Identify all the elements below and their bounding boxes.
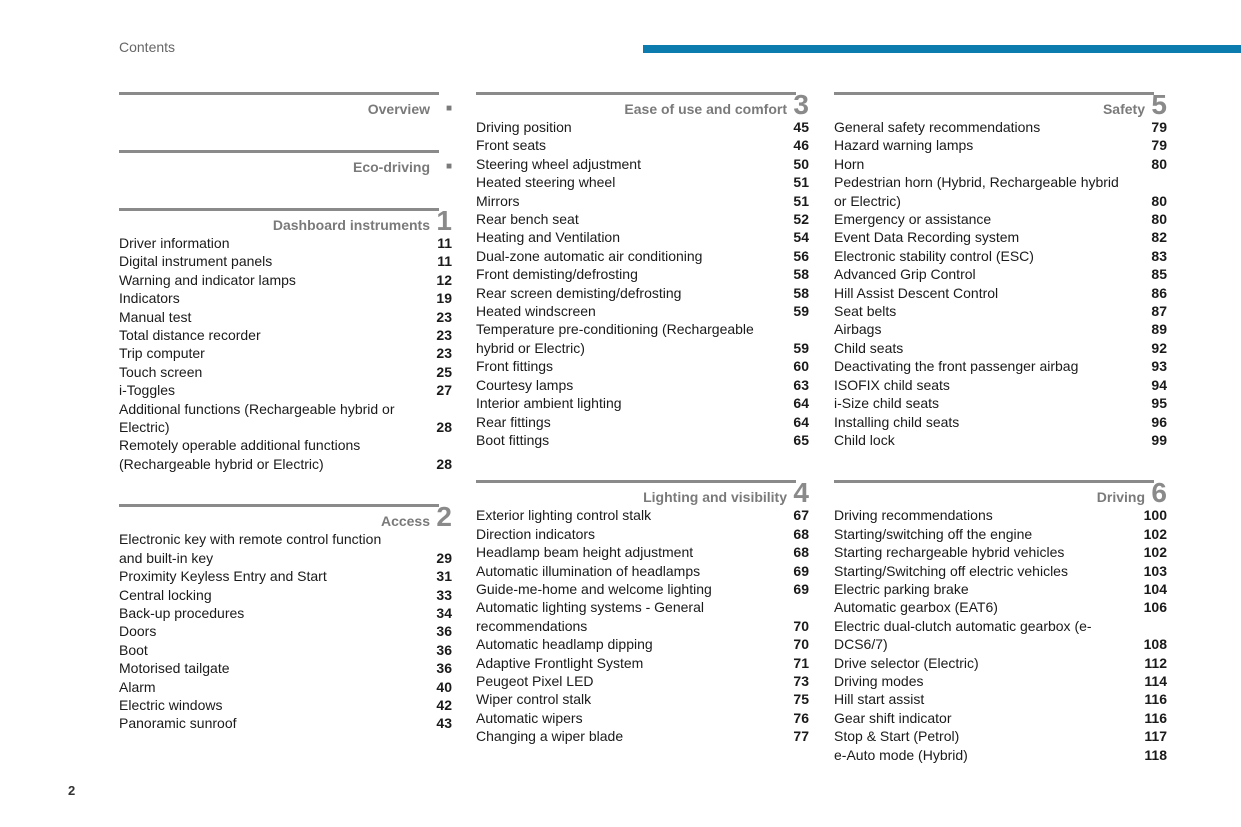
toc-entry[interactable] (476, 210, 809, 228)
toc-entry[interactable] (834, 746, 1167, 764)
toc-entry-label: Wiper control stalk (476, 691, 592, 708)
toc-entry[interactable] (119, 586, 452, 604)
toc-entry[interactable] (476, 431, 809, 449)
toc-entry-page: 112 (1144, 654, 1167, 671)
toc-entry-page: 102 (1143, 544, 1167, 561)
toc-entry-page: 80 (1151, 155, 1167, 172)
toc-entry-page: 23 (436, 327, 452, 344)
toc-entry[interactable] (119, 400, 452, 437)
toc-entry[interactable] (476, 672, 809, 690)
toc-entry-label: Guide-me-home and welcome lighting (476, 580, 712, 597)
toc-entry[interactable] (119, 641, 452, 659)
toc-entry-label: Airbags (834, 321, 882, 338)
toc-entry[interactable] (834, 690, 1167, 708)
section-rule (119, 504, 439, 507)
toc-entry-label: Automatic headlamp dipping (476, 636, 653, 653)
toc-entry-label: Electronic stability control (ESC) (834, 247, 1034, 264)
toc-entry-label: Automatic lighting systems - General recommendations (476, 599, 704, 634)
toc-entry[interactable] (119, 678, 452, 696)
toc-entry[interactable] (476, 155, 809, 173)
section-safety (834, 89, 1167, 449)
toc-entry-label: Advanced Grip Control (834, 266, 976, 283)
toc-entry[interactable] (119, 604, 452, 622)
section-title[interactable]: Dashboard instruments (272, 217, 430, 233)
toc-entry[interactable] (119, 289, 452, 307)
toc-entry[interactable] (476, 320, 809, 357)
section-title[interactable]: Ease of use and comfort (624, 101, 787, 117)
toc-entry[interactable] (834, 284, 1167, 302)
toc-entry-label: Electric parking brake (834, 580, 969, 597)
toc-entry-label: Child lock (834, 431, 895, 448)
toc-entry-label: Starting rechargeable hybrid vehicles (834, 544, 1065, 561)
toc-entry-page: 46 (793, 137, 809, 154)
toc-entry-label: Emergency or assistance (834, 211, 992, 228)
section-header (119, 501, 452, 533)
toc-entry-page: 52 (793, 211, 809, 228)
toc-entry-page: 93 (1151, 358, 1167, 375)
toc-entry-page: 12 (436, 271, 452, 288)
toc-entry-page: 87 (1151, 303, 1167, 320)
toc-entry[interactable] (834, 727, 1167, 745)
section-title[interactable]: Overview (367, 101, 430, 117)
toc-entry-label: Automatic wipers (476, 709, 583, 726)
toc-entry-label: Proximity Keyless Entry and Start (119, 568, 327, 585)
toc-entry[interactable] (119, 326, 452, 344)
toc-entry[interactable] (834, 339, 1167, 357)
toc-entry[interactable] (476, 173, 809, 191)
toc-entry-label: Alarm (119, 678, 156, 695)
square-bullet-icon: ■ (445, 161, 452, 172)
toc-entry[interactable] (476, 228, 809, 246)
toc-entry[interactable] (476, 302, 809, 320)
toc-entry-page: 33 (436, 586, 452, 603)
toc-entry-label: Heated windscreen (476, 303, 596, 320)
toc-entry[interactable] (834, 654, 1167, 672)
toc-entry-label: Starting/switching off the engine (834, 525, 1033, 542)
section-header (476, 477, 809, 509)
toc-entry-label: Installing child seats (834, 413, 960, 430)
toc-entry-label: Indicators (119, 290, 180, 307)
toc-entry-label: Trip computer (119, 345, 205, 362)
toc-entry-label: Courtesy lamps (476, 376, 574, 393)
toc-entry-label: Steering wheel adjustment (476, 155, 641, 172)
toc-entry-label: Pedestrian horn (Hybrid, Rechargeable hybrid or Electric) (834, 174, 1119, 209)
toc-entry[interactable] (119, 381, 452, 399)
toc-entry-page: 51 (793, 174, 809, 191)
toc-entry-page: 31 (436, 568, 452, 585)
toc-entry-page: 11 (437, 235, 452, 251)
toc-entry-label: Peugeot Pixel LED (476, 672, 594, 689)
toc-entry[interactable] (834, 709, 1167, 727)
toc-entry[interactable] (834, 617, 1167, 654)
section-rule (834, 92, 1154, 95)
toc-entry-page: 79 (1151, 119, 1167, 135)
toc-entry-label: Boot (119, 641, 148, 658)
toc-entry[interactable] (476, 727, 809, 745)
toc-entry[interactable] (119, 363, 452, 381)
toc-entry-label: Exterior lighting control stalk (476, 507, 652, 524)
toc-entry[interactable] (119, 714, 452, 732)
toc-entry[interactable] (834, 210, 1167, 228)
toc-entry-label: Heated steering wheel (476, 174, 616, 191)
section-rule (119, 92, 439, 95)
toc-entry[interactable] (476, 284, 809, 302)
toc-column-1 (119, 92, 452, 733)
toc-entry-page: 56 (793, 247, 809, 264)
section-number: 6 (1151, 477, 1167, 509)
toc-entry-page: 36 (436, 641, 452, 658)
toc-entry-page: 116 (1144, 691, 1167, 708)
toc-entry[interactable] (834, 562, 1167, 580)
toc-entry-label: Direction indicators (476, 525, 596, 542)
section-header (834, 89, 1167, 120)
toc-entry-label: Panoramic sunroof (119, 715, 237, 732)
toc-entry[interactable] (476, 136, 809, 154)
section-dashboard-instruments (119, 205, 452, 473)
toc-entry-page: 23 (436, 345, 452, 362)
toc-entry-label: Heating and Ventilation (476, 229, 620, 246)
toc-entry[interactable] (834, 247, 1167, 265)
toc-column-2 (476, 89, 809, 746)
toc-entry[interactable] (476, 635, 809, 653)
toc-entry-label: Hill Assist Descent Control (834, 284, 999, 301)
section-number: 2 (436, 501, 452, 533)
toc-entry[interactable] (476, 543, 809, 561)
toc-entry-page: 71 (793, 654, 809, 671)
toc-entry-page: 92 (1151, 339, 1167, 356)
toc-entry-page: 104 (1143, 580, 1167, 597)
toc-entry[interactable] (834, 173, 1167, 210)
toc-entry-label: Changing a wiper blade (476, 728, 624, 745)
section-overview[interactable] (119, 92, 452, 118)
section-ease-of-use-and-comfort (476, 89, 809, 449)
toc-entry[interactable] (119, 622, 452, 640)
section-number: 4 (793, 477, 809, 509)
toc-entry-page: 59 (793, 339, 809, 356)
toc-entry-label: Seat belts (834, 303, 897, 320)
toc-entry-label: Automatic gearbox (EAT6) (834, 599, 998, 616)
toc-entry[interactable] (834, 580, 1167, 598)
toc-entry-label: Boot fittings (476, 431, 550, 448)
toc-entry-label: Front demisting/defrosting (476, 266, 638, 283)
toc-entry[interactable] (119, 271, 452, 289)
toc-entry-page: 64 (793, 413, 809, 430)
toc-entry-label: Mirrors (476, 192, 520, 209)
toc-entry-label: Doors (119, 623, 157, 640)
toc-entry[interactable] (834, 118, 1167, 136)
toc-entry-label: Electric dual-clutch automatic gearbox (e-DCS6/7) (834, 617, 1092, 653)
toc-entry-label: Driving recommendations (834, 507, 993, 524)
toc-entry-page: 19 (436, 290, 452, 307)
toc-entry[interactable] (476, 357, 809, 375)
toc-entry-page: 85 (1151, 266, 1167, 283)
toc-entry-page: 43 (436, 715, 452, 732)
toc-entry-page: 23 (436, 308, 452, 325)
toc-entry-label: Starting/Switching off electric vehicles (834, 562, 1068, 579)
toc-entry[interactable] (119, 436, 452, 473)
toc-entry-page: 70 (793, 617, 809, 634)
toc-entry[interactable] (119, 567, 452, 585)
toc-entry[interactable] (834, 543, 1167, 561)
toc-entry-label: ISOFIX child seats (834, 376, 950, 393)
toc-entry-label: Dual-zone automatic air conditioning (476, 247, 703, 264)
toc-entry[interactable] (476, 247, 809, 265)
toc-entry[interactable] (119, 308, 452, 326)
toc-entry-page: 100 (1143, 507, 1167, 524)
section-title[interactable]: Access (380, 513, 430, 530)
toc-entry-label: Front fittings (476, 358, 554, 375)
toc-entry-page: 102 (1143, 525, 1167, 542)
toc-entry-label: Rear bench seat (476, 211, 579, 228)
toc-entry[interactable] (476, 598, 809, 635)
toc-entry[interactable] (119, 696, 452, 714)
toc-entry-page: 117 (1144, 728, 1167, 745)
toc-entry-page: 80 (1151, 211, 1167, 228)
section-number: 1 (436, 205, 452, 236)
toc-entry-label: Adaptive Frontlight System (476, 654, 644, 671)
toc-entry-page: 45 (793, 119, 809, 135)
toc-entry-page: 28 (436, 419, 452, 436)
toc-entry-page: 76 (793, 709, 809, 726)
toc-entry-label: i-Size child seats (834, 395, 940, 412)
toc-entry[interactable] (119, 344, 452, 362)
toc-entry-page: 60 (793, 358, 809, 375)
section-number: 5 (1151, 89, 1167, 120)
toc-entry[interactable] (476, 376, 809, 394)
toc-entry[interactable] (834, 598, 1167, 616)
toc-entry[interactable] (834, 320, 1167, 338)
toc-entry-page: 80 (1151, 192, 1167, 209)
toc-entry[interactable] (834, 357, 1167, 375)
toc-entry-page: 86 (1151, 284, 1167, 301)
toc-entry-label: Touch screen (119, 363, 203, 380)
section-rule (119, 150, 439, 153)
toc-entry-page: 65 (793, 431, 809, 448)
toc-entry[interactable] (476, 265, 809, 283)
toc-entry[interactable] (834, 394, 1167, 412)
toc-entry-page: 70 (793, 636, 809, 653)
toc-entry-label: Deactivating the front passenger airbag (834, 358, 1079, 375)
toc-entry-label: Automatic illumination of headlamps (476, 562, 701, 579)
toc-entry[interactable] (476, 192, 809, 210)
toc-entry-page: 95 (1151, 395, 1167, 412)
toc-entry-page: 68 (793, 525, 809, 542)
toc-entry[interactable] (834, 302, 1167, 320)
toc-entry-label: Horn (834, 155, 865, 172)
toc-entry-label: Driving position (476, 119, 572, 135)
toc-entry-page: 36 (436, 660, 452, 677)
section-rule (476, 92, 796, 95)
toc-entry-page: 27 (436, 382, 452, 399)
toc-entry-page: 51 (793, 192, 809, 209)
toc-entry-label: Total distance recorder (119, 327, 261, 344)
section-title[interactable]: Safety (1102, 101, 1145, 117)
toc-entry-label: Motorised tailgate (119, 660, 230, 677)
section-access (119, 501, 452, 732)
section-title[interactable]: Lighting and visibility (643, 489, 787, 506)
toc-entry-page: 25 (436, 363, 452, 380)
toc-entry[interactable] (834, 228, 1167, 246)
toc-entry-page: 73 (793, 672, 809, 689)
toc-entry-page: 116 (1144, 709, 1167, 726)
toc-entry-page: 40 (436, 678, 452, 695)
square-bullet-icon: ■ (445, 103, 452, 114)
toc-entry-label: e-Auto mode (Hybrid) (834, 746, 968, 763)
toc-entry-label: Event Data Recording system (834, 229, 1020, 246)
toc-entry-label: Drive selector (Electric) (834, 654, 979, 671)
toc-entry-page: 54 (793, 229, 809, 246)
toc-entry-page: 108 (1143, 636, 1167, 653)
section-rule (476, 480, 796, 483)
toc-entry-page: 75 (793, 691, 809, 708)
toc-entry-label: Remotely operable additional functions (Rechargeable hybrid or Electric) (119, 437, 361, 472)
toc-entry-page: 96 (1151, 413, 1167, 430)
toc-entry-page: 59 (793, 303, 809, 320)
toc-entry[interactable] (476, 690, 809, 708)
toc-entry-label: Temperature pre-conditioning (Rechargeable hybrid or Electric) (476, 321, 754, 356)
toc-entry-page: 89 (1151, 321, 1167, 338)
section-eco-driving[interactable] (119, 150, 452, 176)
toc-entry-page: 106 (1143, 599, 1167, 616)
header-accent-bar (643, 45, 1241, 53)
toc-entry-label: Central locking (119, 586, 212, 603)
toc-entry-label: Child seats (834, 339, 904, 356)
toc-entry-page: 79 (1151, 137, 1167, 154)
toc-entry[interactable] (834, 155, 1167, 173)
toc-entry-page: 69 (793, 580, 809, 597)
toc-entry-page: 82 (1151, 229, 1167, 246)
section-title[interactable]: Driving (1096, 489, 1145, 506)
section-lighting-and-visibility (476, 477, 809, 745)
toc-entry[interactable] (834, 525, 1167, 543)
toc-entry[interactable] (834, 136, 1167, 154)
toc-entry-label: Gear shift indicator (834, 709, 952, 726)
toc-entry-label: General safety recommendations (834, 119, 1041, 135)
toc-entry-page: 114 (1144, 672, 1167, 689)
toc-entry-page: 29 (436, 549, 452, 566)
toc-entry-label: Rear fittings (476, 413, 551, 430)
toc-entry[interactable] (476, 580, 809, 598)
toc-entry-label: Warning and indicator lamps (119, 271, 296, 288)
section-driving (834, 477, 1167, 764)
toc-entry-page: 94 (1151, 376, 1167, 393)
toc-entry-label: Stop & Start (Petrol) (834, 728, 960, 745)
toc-entry[interactable] (834, 672, 1167, 690)
toc-entry-page: 103 (1143, 562, 1167, 579)
toc-entry[interactable] (834, 413, 1167, 431)
toc-entry[interactable] (476, 562, 809, 580)
toc-entry[interactable] (476, 413, 809, 431)
toc-entry[interactable] (119, 234, 452, 252)
toc-entry-page: 67 (793, 507, 809, 524)
toc-entry-label: Hazard warning lamps (834, 137, 974, 154)
page-number: 2 (68, 783, 76, 798)
toc-entry[interactable] (119, 659, 452, 677)
toc-entry-page: 63 (793, 376, 809, 393)
toc-entry-page: 34 (436, 604, 452, 621)
toc-entry-page: 28 (436, 455, 452, 472)
section-rule (119, 208, 439, 211)
section-header (834, 477, 1167, 509)
toc-entry[interactable] (476, 709, 809, 727)
toc-entry-page: 118 (1144, 746, 1167, 763)
section-header (476, 89, 809, 120)
toc-entry[interactable] (834, 376, 1167, 394)
toc-entry-page: 68 (793, 544, 809, 561)
toc-entry-page: 36 (436, 623, 452, 640)
toc-entry-page: 64 (793, 395, 809, 412)
section-title[interactable]: Eco-driving (352, 159, 430, 175)
section-header (119, 205, 452, 236)
toc-entry-page: 11 (437, 253, 452, 270)
toc-entry[interactable] (476, 525, 809, 543)
toc-entry-label: i-Toggles (119, 382, 176, 399)
section-rule (834, 480, 1154, 483)
section-header (119, 92, 452, 118)
toc-entry-label: Electronic key with remote control function and built-in key (119, 531, 382, 566)
toc-entry-label: Electric windows (119, 696, 223, 713)
section-number: 3 (793, 89, 809, 120)
toc-entry-page: 58 (793, 266, 809, 283)
toc-entry-label: Headlamp beam height adjustment (476, 544, 694, 561)
toc-entry-label: Driving modes (834, 672, 924, 689)
toc-entry[interactable] (476, 118, 809, 136)
toc-entry-label: Manual test (119, 308, 192, 325)
toc-entry-page: 58 (793, 284, 809, 301)
toc-entry-label: Back-up procedures (119, 604, 245, 621)
toc-entry-page: 42 (436, 696, 452, 713)
toc-entry-label: Digital instrument panels (119, 253, 273, 270)
toc-column-3 (834, 89, 1167, 764)
page-header-title: Contents (119, 39, 176, 55)
section-header (119, 150, 452, 176)
toc-entry-label: Interior ambient lighting (476, 395, 622, 412)
toc-entry-label: Rear screen demisting/defrosting (476, 284, 682, 301)
toc-entry-label: Driver information (119, 235, 230, 251)
toc-entry[interactable] (476, 506, 809, 524)
toc-entry-page: 83 (1151, 247, 1167, 264)
toc-entry[interactable] (476, 654, 809, 672)
toc-entry-page: 50 (793, 155, 809, 172)
toc-entry[interactable] (119, 530, 452, 567)
toc-entry[interactable] (834, 506, 1167, 524)
toc-entry-label: Additional functions (Rechargeable hybrid or Electric) (119, 400, 395, 436)
toc-entry[interactable] (476, 394, 809, 412)
toc-entry[interactable] (834, 265, 1167, 283)
toc-entry-label: Hill start assist (834, 691, 925, 708)
toc-entry[interactable] (834, 431, 1167, 449)
toc-entry[interactable] (119, 252, 452, 270)
toc-entry-label: Front seats (476, 137, 547, 154)
toc-entry-page: 69 (793, 562, 809, 579)
toc-entry-page: 99 (1151, 431, 1167, 448)
toc-entry-page: 77 (793, 728, 809, 745)
